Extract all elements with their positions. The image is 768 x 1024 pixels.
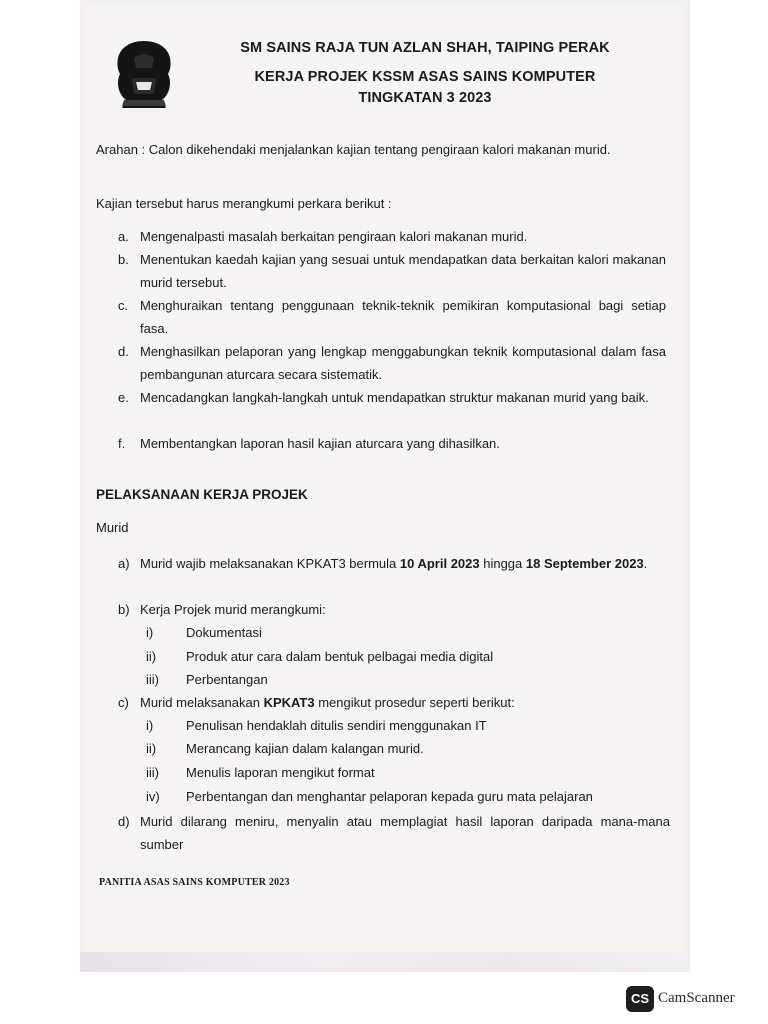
sub-item-text: Menulis laporan mengikut format: [186, 765, 375, 780]
list-label: f.: [118, 436, 126, 451]
section-subheading: Murid: [96, 520, 129, 535]
sub-label: iii): [146, 672, 159, 687]
sub-item-text: Perbentangan dan menghantar pelaporan kepada guru mata pelajaran: [186, 789, 593, 804]
list-item-text: Mencadangkan langkah-langkah untuk mendapatkan struktur makanan murid yang baik.: [140, 390, 649, 405]
item-c-post: mengikut prosedur seperti berikut:: [314, 695, 515, 710]
list-item-text: Menghasilkan pelaporan yang lengkap menggabungkan teknik komputasional dalam fasa pembangunan aturcara secara sistematik.: [140, 344, 666, 382]
item-a-pre: Murid wajib melaksanakan KPKAT3 bermula: [140, 556, 400, 571]
list-item-text: Menghuraikan tentang penggunaan teknik-teknik pemikiran komputasional bagi setiap fasa.: [140, 298, 666, 336]
school-crest-icon: [112, 38, 176, 110]
sub-item-text: Merancang kajian dalam kalangan murid.: [186, 741, 424, 756]
item-label: c): [118, 695, 129, 710]
item-b-text: Kerja Projek murid merangkumi:: [140, 602, 326, 617]
list-item-text: Mengenalpasti masalah berkaitan pengiraan kalori makanan murid.: [140, 229, 528, 244]
list-label: b.: [118, 252, 129, 267]
sub-item-text: Dokumentasi: [186, 625, 262, 640]
list-label: e.: [118, 390, 129, 405]
item-a-end: .: [643, 556, 648, 571]
list-label: d.: [118, 344, 129, 359]
start-date: 10 April 2023: [399, 556, 480, 571]
sub-item-text: Produk atur cara dalam bentuk pelbagai media digital: [186, 649, 494, 664]
item-c-text: [140, 691, 660, 714]
sub-label: iii): [146, 765, 159, 780]
kpkat3-code: KPKAT3: [263, 695, 315, 710]
list-item-text: Membentangkan laporan hasil kajian aturcara yang dihasilkan.: [140, 436, 500, 451]
sub-item-text: Perbentangan: [186, 672, 268, 687]
sub-label: ii): [146, 741, 157, 756]
sub-label: ii): [146, 649, 157, 664]
item-label: b): [118, 602, 130, 617]
sub-label: i): [146, 718, 154, 733]
page-footer: PANITIA ASAS SAINS KOMPUTER 2023: [99, 877, 290, 888]
list-label: a.: [118, 229, 129, 244]
scope-text: Kajian tersebut harus merangkumi perkara berikut :: [96, 196, 392, 211]
item-label: a): [118, 556, 130, 571]
camscanner-logo-icon: CS: [626, 986, 654, 1012]
item-a-text: [140, 552, 670, 575]
item-d-text: Murid dilarang meniru, menyalin atau memplagiat hasil laporan daripada mana-mana sumber: [140, 814, 670, 852]
form-year: TINGKATAN 3 2023: [358, 90, 492, 106]
instruction-text: Arahan : Calon dikehendaki menjalankan kajian tentang pengiraan kalori makanan murid.: [96, 142, 611, 157]
item-a-mid: hingga: [479, 556, 526, 571]
list-item-text: Menentukan kaedah kajian yang sesuai untuk mendapatkan data berkaitan kalori makanan murid tersebut.: [140, 252, 666, 290]
project-title: KERJA PROJEK KSSM ASAS SAINS KOMPUTER: [254, 69, 596, 85]
page-edge-strip: [80, 952, 690, 972]
sub-label: i): [146, 625, 154, 640]
camscanner-watermark: CamScanner: [658, 990, 735, 1006]
school-name: SM SAINS RAJA TUN AZLAN SHAH, TAIPING PERAK: [240, 40, 610, 56]
section-heading: PELAKSANAAN KERJA PROJEK: [96, 487, 308, 502]
item-c-pre: Murid melaksanakan: [140, 695, 264, 710]
sub-item-text: Penulisan hendaklah ditulis sendiri menggunakan IT: [186, 718, 487, 733]
end-date: 18 September 2023: [525, 556, 644, 571]
sub-label: iv): [146, 789, 160, 804]
item-label: d): [118, 814, 130, 829]
list-label: c.: [118, 298, 129, 313]
